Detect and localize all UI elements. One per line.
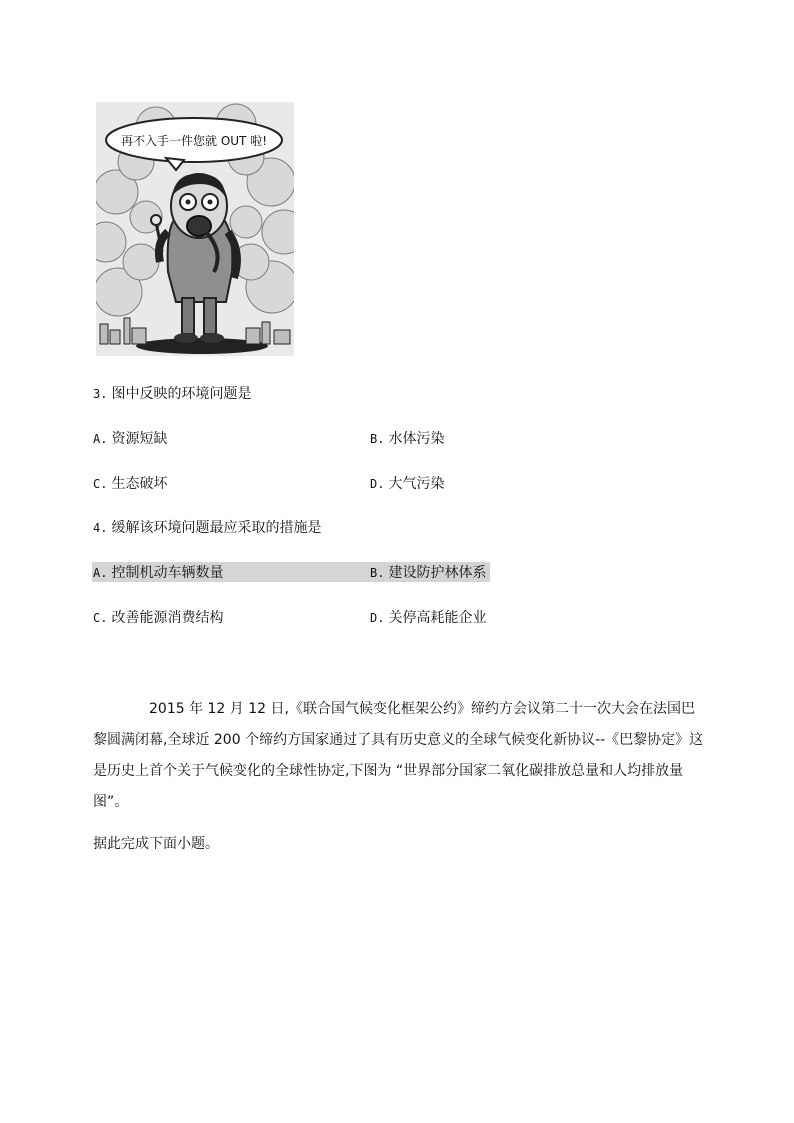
reading-passage: 2015 年 12 月 12 日,《联合国气候变化框架公约》缔约方会议第二十一次大会在法国巴黎圆满闭幕,全球近 200 个缔约方国家通过了具有历史意义的全球气候变化新协议--《巴黎协定》这是历史上首个关于气候变化的全球性协定,下图为 “世界部分国家二氧化碳排放总量和人均排放量图”。	[93, 701, 704, 810]
instruction-text: 据此完成下面小题。	[93, 836, 219, 852]
question-4-option-a[interactable]: A. 控制机动车辆数量	[93, 565, 224, 581]
question-4-number: 4.	[93, 521, 108, 535]
question-3-stem	[93, 384, 251, 404]
question-3-text: 图中反映的环境问题是	[111, 386, 252, 402]
question-4-option-b[interactable]: B. 建设防护林体系	[370, 565, 487, 581]
question-3-option-c[interactable]: C. 生态破坏	[93, 476, 168, 492]
question-4-text: 缓解该环境问题最应采取的措施是	[111, 520, 322, 536]
question-4-option-d[interactable]: D. 关停高耗能企业	[370, 610, 487, 626]
question-3-option-b[interactable]: B. 水体污染	[370, 431, 445, 447]
question-4-stem	[93, 518, 321, 538]
smog-cartoon-image	[96, 102, 294, 356]
question-3-number: 3.	[93, 387, 108, 401]
question-4-option-c[interactable]: C. 改善能源消费结构	[93, 610, 224, 626]
question-3-option-d[interactable]: D. 大气污染	[370, 476, 445, 492]
question-3-option-a[interactable]: A. 资源短缺	[93, 431, 168, 447]
speech-bubble-text: 再不入手一件您就 OUT 啦!	[121, 134, 267, 148]
